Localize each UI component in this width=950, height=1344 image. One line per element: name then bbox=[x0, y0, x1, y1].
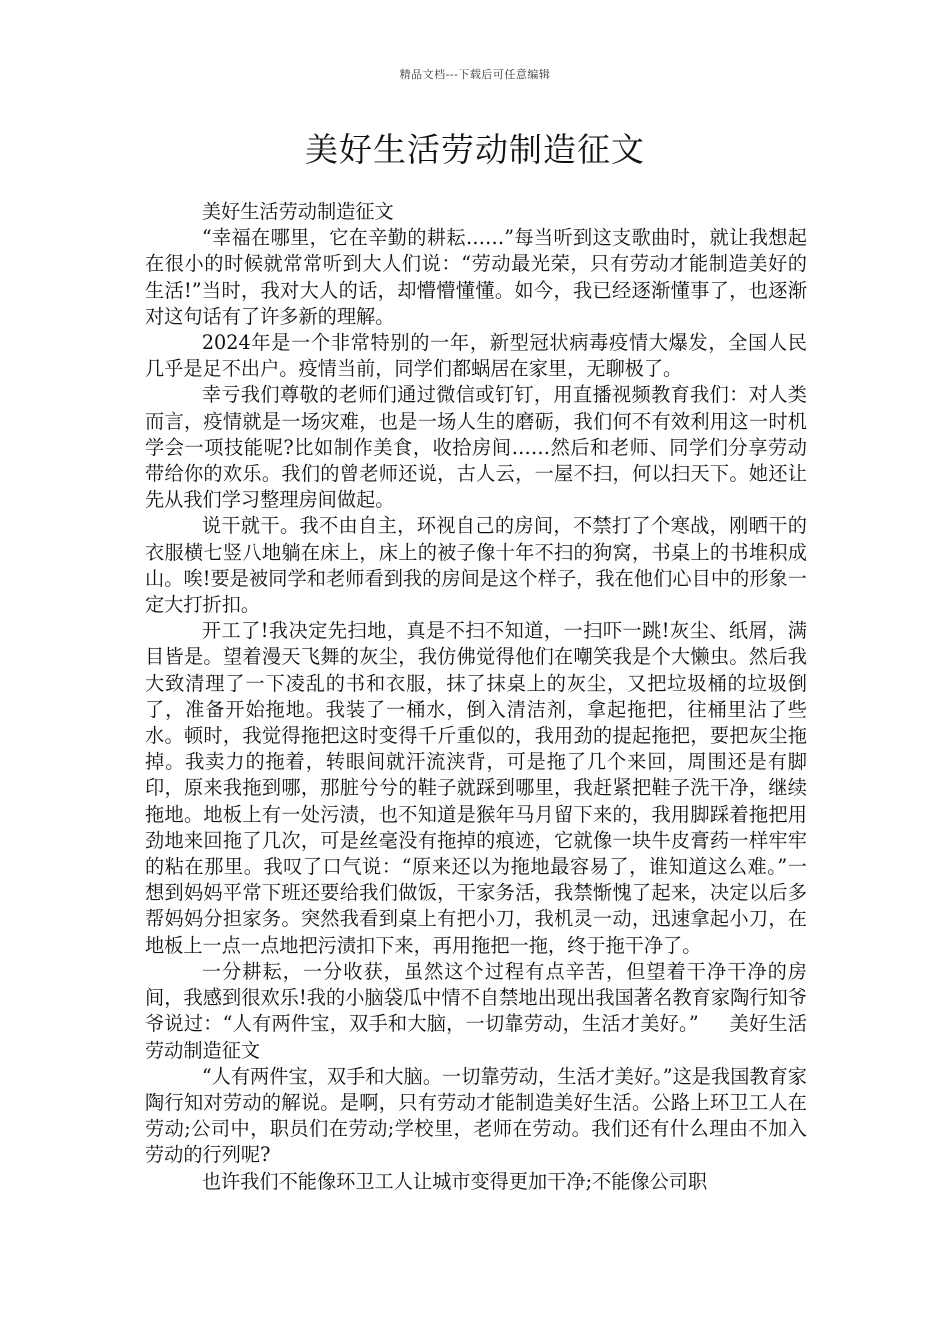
inline-subtitle: 美好生活劳动制造征文 bbox=[145, 1012, 807, 1062]
paragraph: “幸福在哪里，它在辛勤的耕耘……”每当听到这支歌曲时，就让我想起在很小的时候就常常听到大人们说：“劳动最光荣，只有劳动才能制造美好的生活!”当时，我对大人的话，却懵懵懂懂。如今，我已经逐渐懂事了，也逐渐对这句话有了许多新的理解。 bbox=[145, 226, 807, 328]
document-title: 美好生活劳动制造征文 bbox=[305, 130, 645, 169]
document-body bbox=[145, 199, 807, 1195]
paragraph bbox=[145, 959, 807, 1064]
paragraph: 说干就干。我不由自主，环视自己的房间，不禁打了个寒战，刚晒干的衣服横七竖八地躺在床上，床上的被子像十年不扫的狗窝，书桌上的书堆积成山。唉!要是被同学和老师看到我的房间是这个样子，我在他们心目中的形象一定大打折扣。 bbox=[145, 514, 807, 617]
paragraph: 也许我们不能像环卫工人让城市变得更加干净;不能像公司职 bbox=[201, 1169, 708, 1193]
paragraph: 开工了!我决定先扫地，真是不扫不知道，一扫吓一跳!灰尘、纸屑，满目皆是。望着漫天飞舞的灰尘，我仿佛觉得他们在嘲笑我是个大懒虫。然后我大致清理了一下凌乱的书和衣服，抹了抹桌上的灰尘，又把垃圾桶的垃圾倒了，准备开始拖地。我装了一桶水，倒入清洁剂，拿起拖把，往桶里沾了些水。顿时，我觉得拖把这时变得千斤重似的，我用劲的提起拖把，要把灰尘拖掉。我卖力的拖着，转眼间就汗流浃背，可是拖了几个来回，周围还是有脚印，原来我拖到哪，那脏兮兮的鞋子就踩到哪里，我赶紧把鞋子洗干净，继续拖地。地板上有一处污渍，也不知道是猴年马月留下来的，我用脚踩着拖把用劲地来回拖了几次，可是丝毫没有拖掉的痕迹，它就像一块牛皮膏药一样牢牢的粘在那里。我叹了口气说：“原来还以为拖地最容易了，谁知道这么难。”一想到妈妈平常下班还要给我们做饭，干家务活，我禁惭愧了起来，决定以后多帮妈妈分担家务。突然我看到桌上有把小刀，我机灵一动，迅速拿起小刀，在地板上一点一点地把污渍扣下来，再用拖把一拖，终于拖干净了。 bbox=[145, 619, 807, 957]
body-subtitle: 美好生活劳动制造征文 bbox=[201, 200, 394, 223]
paragraph: 幸亏我们尊敬的老师们通过微信或钉钉，用直播视频教育我们：对人类而言，疫情就是一场灾难，也是一场人生的磨砺，我们何不有效利用这一时机学会一项技能呢?比如制作美食，收拾房间……然后和老师、同学们分享劳动带给你的欢乐。我们的曾老师还说，古人云，一屋不扫，何以扫天下。她还让先从我们学习整理房间做起。 bbox=[145, 383, 807, 512]
paragraph-text: 一分耕耘，一分收获，虽然这个过程有点辛苦，但望着干净干净的房间，我感到很欢乐!我的小脑袋瓜中情不自禁地出现出我国著名教育家陶行知爷爷说过：“人有两件宝，双手和大脑，一切靠劳动，生活才美好。” bbox=[145, 959, 807, 1036]
header-note: 精品文档---下载后可任意编辑 bbox=[399, 68, 551, 81]
paragraph: 2024年是一个非常特别的一年，新型冠状病毒疫情大爆发，全国人民几乎是足不出户。疫情当前，同学们都蜗居在家里，无聊极了。 bbox=[145, 331, 807, 381]
paragraph: “人有两件宝，双手和大脑。一切靠劳动，生活才美好。”这是我国教育家陶行知对劳动的解说。是啊，只有劳动才能制造美好生活。公路上环卫工人在劳动;公司中，职员们在劳动;学校里，老师在劳动。我们还有什么理由不加入劳动的行列呢? bbox=[145, 1064, 807, 1167]
